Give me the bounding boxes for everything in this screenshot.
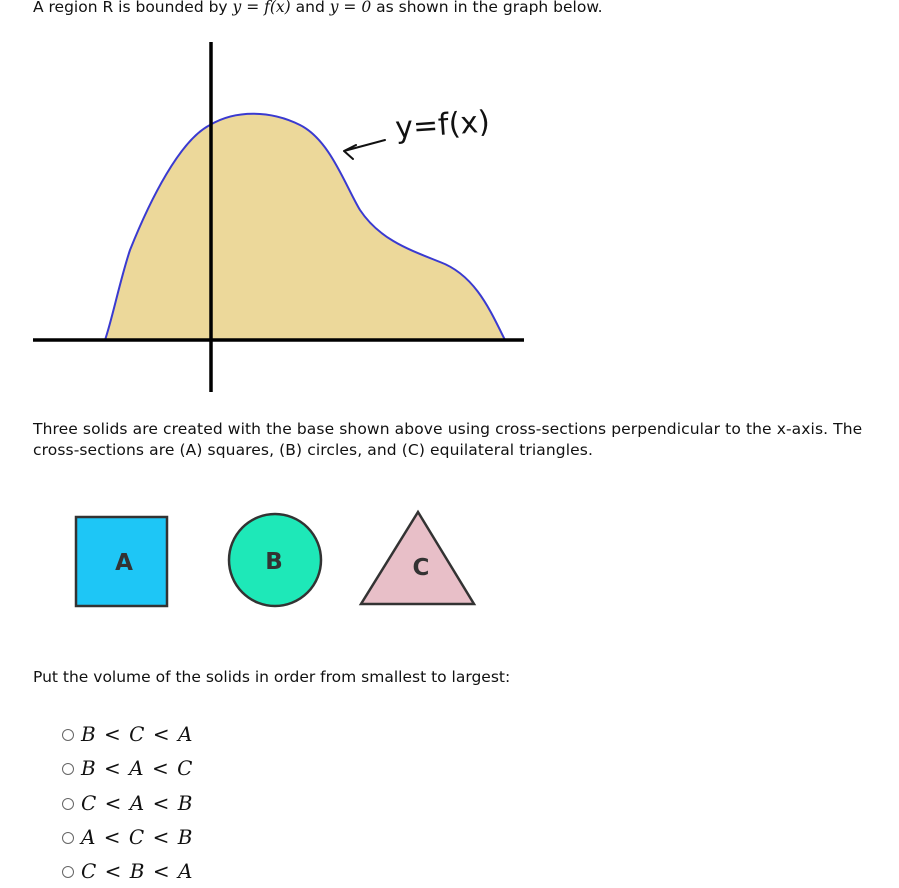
answer-options xyxy=(62,717,193,888)
radio-button[interactable] xyxy=(62,729,74,741)
curve-label: y=f(x) xyxy=(394,104,491,146)
triangle-shape-c xyxy=(361,512,474,604)
question-and: and xyxy=(290,0,330,16)
curve-label-arrow xyxy=(344,140,385,159)
shape-label-b: B xyxy=(265,549,283,575)
answer-option-label: B < A < C xyxy=(81,756,194,781)
description-text: Three solids are created with the base shown above using cross-sections perpendicular to the x-axis. The cross-sections are (A) squares, (B) circles, and (C) equilateral triangles. xyxy=(33,420,863,459)
answer-option-label: C < B < A xyxy=(81,859,194,884)
order-prompt: Put the volume of the solids in order from smallest to largest: xyxy=(33,668,511,686)
question-prefix: A region R is bounded by xyxy=(33,0,233,16)
radio-button[interactable] xyxy=(62,763,74,775)
region-r-fill xyxy=(105,114,505,340)
answer-option-2[interactable] xyxy=(62,751,193,785)
radio-button[interactable] xyxy=(62,798,74,810)
circle-shape-b xyxy=(229,514,321,606)
answer-option-label: C < A < B xyxy=(81,790,194,815)
equation-y-equals-fx: y = f(x) xyxy=(232,0,291,16)
radio-button[interactable] xyxy=(62,866,74,878)
answer-option-label: B < C < A xyxy=(81,722,194,747)
answer-option-5[interactable] xyxy=(62,854,193,888)
answer-option-3[interactable] xyxy=(62,786,193,820)
answer-option-4[interactable] xyxy=(62,820,193,854)
answer-option-label: A < C < B xyxy=(81,825,194,850)
shape-label-a: A xyxy=(115,550,133,576)
region-graph xyxy=(0,0,899,400)
square-shape-a xyxy=(76,517,167,606)
answer-option-1[interactable] xyxy=(62,717,193,751)
equation-y-equals-zero: y = 0 xyxy=(329,0,372,16)
shape-label-c: C xyxy=(412,555,430,581)
radio-button[interactable] xyxy=(62,832,74,844)
question-suffix: as shown in the graph below. xyxy=(371,0,603,16)
cross-section-shapes xyxy=(0,500,899,615)
